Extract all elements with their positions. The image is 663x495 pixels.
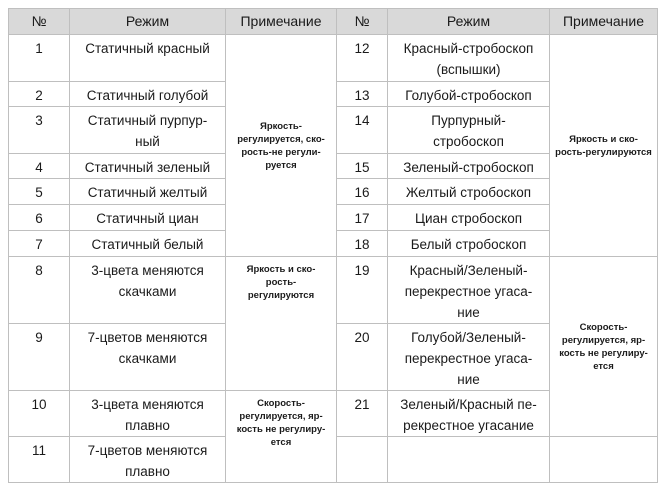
mode-name xyxy=(388,107,550,154)
mode-name-text: 3-цвета меняются плавно xyxy=(91,397,204,433)
mode-name-text: 3-цвета меняются скачками xyxy=(91,263,204,299)
mode-number: 13 xyxy=(337,82,388,107)
mode-number: 6 xyxy=(9,205,70,231)
mode-name-text: Белый стробоскоп xyxy=(410,237,527,252)
mode-number: 5 xyxy=(9,179,70,205)
mode-number: 12 xyxy=(337,35,388,82)
mode-name xyxy=(388,391,550,437)
mode-number: 14 xyxy=(337,107,388,154)
mode-name xyxy=(388,324,550,391)
mode-number: 11 xyxy=(9,437,70,483)
header-num-right: № xyxy=(337,9,388,35)
mode-name xyxy=(70,437,226,483)
empty-cell xyxy=(388,437,550,483)
note-static-modes xyxy=(226,35,337,257)
mode-name xyxy=(70,205,226,231)
mode-name xyxy=(388,205,550,231)
mode-name xyxy=(70,257,226,324)
mode-name xyxy=(70,107,226,154)
note-jump-modes xyxy=(226,257,337,391)
note-text: Яркость и ско- рость- регулируются xyxy=(246,264,316,301)
mode-name xyxy=(388,82,550,107)
mode-name xyxy=(388,179,550,205)
mode-name-text: 7-цветов меняются плавно xyxy=(87,443,208,479)
header-note-right: Примечание xyxy=(550,9,658,35)
mode-name xyxy=(70,231,226,257)
note-text: Яркость и ско- рость-регулируются xyxy=(555,133,652,158)
mode-number: 7 xyxy=(9,231,70,257)
mode-number: 3 xyxy=(9,107,70,154)
mode-number: 20 xyxy=(337,324,388,391)
header-row xyxy=(9,9,658,35)
mode-number: 18 xyxy=(337,231,388,257)
mode-name xyxy=(388,231,550,257)
mode-name-text: Красный-стробоскоп (вспышки) xyxy=(403,41,534,77)
mode-number: 1 xyxy=(9,35,70,82)
header-note-left: Примечание xyxy=(226,9,337,35)
mode-name-text: Красный/Зеленый- перекрестное угаса- ние xyxy=(404,263,533,320)
mode-name-text: Желтый стробоскоп xyxy=(405,185,532,200)
note-fade-modes xyxy=(550,257,658,437)
mode-name-text: Пурпурный- стробоскоп xyxy=(431,113,506,149)
mode-number: 2 xyxy=(9,82,70,107)
mode-number: 19 xyxy=(337,257,388,324)
mode-number: 15 xyxy=(337,154,388,179)
header-mode-left: Режим xyxy=(70,9,226,35)
header-num-left: № xyxy=(9,9,70,35)
mode-number: 21 xyxy=(337,391,388,437)
mode-name-text: Статичный циан xyxy=(96,211,199,226)
mode-name xyxy=(70,82,226,107)
note-text: Яркость- регулируется, ско- рость-не регули- руется xyxy=(237,120,325,171)
empty-cell xyxy=(337,437,388,483)
mode-name-text: Голубой/Зеленый- перекрестное угаса- ние xyxy=(404,330,533,387)
mode-number: 9 xyxy=(9,324,70,391)
mode-name-text: Статичный красный xyxy=(85,41,210,56)
mode-name xyxy=(388,35,550,82)
mode-name-text: Статичный зеленый xyxy=(84,160,211,175)
mode-number: 16 xyxy=(337,179,388,205)
mode-number: 8 xyxy=(9,257,70,324)
empty-cell xyxy=(550,437,658,483)
mode-name-text: Статичный белый xyxy=(91,237,204,252)
mode-name xyxy=(388,154,550,179)
mode-number: 4 xyxy=(9,154,70,179)
table-row xyxy=(9,35,658,82)
mode-name-text: Голубой-стробоскоп xyxy=(405,88,532,103)
mode-name-text: Статичный пурпур- ный xyxy=(87,113,208,149)
mode-number: 17 xyxy=(337,205,388,231)
mode-name xyxy=(70,35,226,82)
modes-table xyxy=(8,8,658,483)
mode-name xyxy=(70,179,226,205)
mode-name xyxy=(70,391,226,437)
mode-name xyxy=(70,324,226,391)
mode-name-text: Зеленый-стробоскоп xyxy=(403,160,534,175)
note-text: Скорость- регулируется, яр- кость не регулиру- ется xyxy=(236,398,326,448)
note-strobe-modes xyxy=(550,35,658,257)
table-row xyxy=(9,257,658,324)
mode-name xyxy=(70,154,226,179)
mode-number: 10 xyxy=(9,391,70,437)
mode-name-text: Статичный желтый xyxy=(87,185,208,200)
mode-name-text: 7-цветов меняются скачками xyxy=(87,330,208,366)
note-smooth-modes xyxy=(226,391,337,483)
mode-name-text: Статичный голубой xyxy=(86,88,209,103)
mode-name xyxy=(388,257,550,324)
mode-name-text: Зеленый/Красный пе- рекрестное угасание xyxy=(400,397,537,433)
note-text: Скорость- регулируется, яр- кость не регулиру- ется xyxy=(559,321,648,372)
mode-name-text: Циан стробоскоп xyxy=(414,211,523,226)
header-mode-right: Режим xyxy=(388,9,550,35)
